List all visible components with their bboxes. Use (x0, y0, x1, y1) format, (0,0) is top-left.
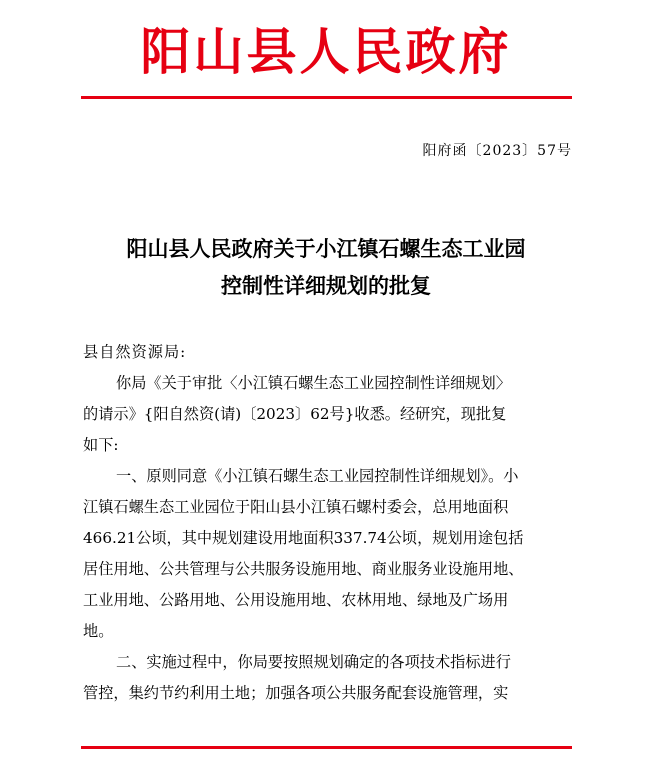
body-line: 居住用地、公共管理与公共服务设施用地、商业服务业设施用地、 (83, 560, 524, 578)
body-line: 466.21公顷，其中规划建设用地面积337.74公顷，规划用途包括 (83, 529, 524, 547)
body-line: 江镇石螺生态工业园位于阳山县小江镇石螺村委会，总用地面积 (83, 498, 509, 516)
masthead-red-rule (81, 96, 572, 99)
body-line: 的请示》{阳自然资(请)〔2023〕62号}收悉。经研究，现批复 (83, 405, 507, 423)
document-title (0, 230, 652, 304)
body-line: 管控，集约节约利用土地；加强各项公共服务配套设施管理，实 (83, 684, 509, 702)
body-line: 二、实施过程中，你局要按照规划确定的各项技术指标进行 (116, 653, 511, 671)
body-line: 你局《关于审批〈小江镇石螺生态工业园控制性详细规划〉 (116, 374, 511, 392)
body-line: 地。 (83, 622, 114, 640)
masthead-title: 阳山县人民政府 (140, 22, 512, 81)
document-title-line: 阳山县人民政府关于小江镇石螺生态工业园 (126, 236, 526, 261)
body-line: 如下: (83, 436, 119, 454)
document-title-line: 控制性详细规划的批复 (221, 273, 431, 298)
document-body (83, 337, 575, 709)
body-line: 一、原则同意《小江镇石螺生态工业园控制性详细规划》。小 (116, 467, 519, 485)
document-number: 阳府函〔2023〕57号 (422, 143, 572, 159)
salutation: 县自然资源局: (83, 343, 187, 361)
body-line: 工业用地、公路用地、公用设施用地、农林用地、绿地及广场用 (83, 591, 509, 609)
footer-red-rule (81, 746, 572, 749)
